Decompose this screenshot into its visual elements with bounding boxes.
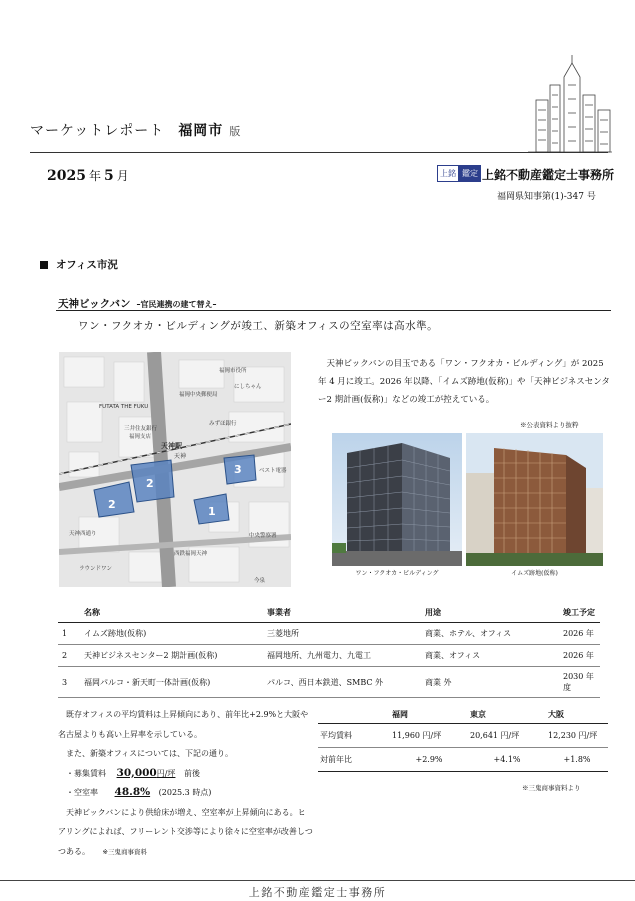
topic-title: 天神ビックバン	[58, 298, 131, 310]
rent-note: 前後	[183, 768, 200, 778]
analysis-rent-line	[58, 764, 313, 784]
report-title-text: マーケットレポート	[30, 123, 165, 139]
rent-comparison-table	[318, 706, 608, 772]
skyline-illustration	[528, 55, 612, 153]
table-row	[58, 623, 600, 645]
date-month: 5	[103, 168, 114, 184]
projects-header-completion: 竣工予定	[559, 603, 600, 623]
map-label-mizuho: みずほ銀行	[209, 421, 237, 427]
vacancy-value: 48.8%	[114, 786, 151, 798]
rent-header-row	[318, 706, 608, 724]
project-use: 商業 外	[421, 667, 559, 698]
rent-label: ・募集賃料	[66, 768, 106, 778]
project-use: 商業、ホテル、オフィス	[421, 623, 559, 645]
project-num: 1	[58, 623, 80, 645]
map-label-tenjin-station: 天神駅	[161, 442, 182, 450]
project-developer: 三菱地所	[263, 623, 421, 645]
analysis-p3	[58, 803, 313, 863]
logo-right-text: 鑑定	[459, 165, 481, 182]
area-map	[59, 352, 291, 587]
rent-value: 30,000	[116, 766, 157, 779]
square-bullet-icon	[40, 261, 48, 269]
date-month-unit: 月	[116, 169, 129, 183]
yoy-osaka: +1.8%	[546, 748, 608, 772]
map-label-imaizumi: 今泉	[254, 578, 266, 584]
footer-divider	[0, 880, 635, 881]
projects-header-developer: 事業者	[263, 603, 421, 623]
projects-header-use: 用途	[421, 603, 559, 623]
rent-osaka: 12,230 円/坪	[546, 724, 608, 748]
rent-source-note: ※三鬼商事資料より	[522, 784, 581, 792]
map-label-tenjin: 天神	[174, 453, 187, 460]
date-year: 2025	[47, 168, 86, 184]
map-label-nishidori: 天神西通り	[69, 531, 97, 537]
report-city: 福岡市	[178, 123, 224, 139]
map-marker-2a: 2	[108, 498, 116, 511]
yoy-row-label: 対前年比	[318, 748, 390, 772]
rent-header-tokyo: 東京	[468, 706, 546, 724]
project-num: 2	[58, 645, 80, 667]
map-label-nishichan: にしちゃん	[234, 384, 262, 390]
project-developer: パルコ、西日本鉄道、SMBC 外	[263, 667, 421, 698]
analysis-p2: また、新築オフィスについては、下記の通り。	[66, 749, 233, 758]
section-heading	[40, 257, 118, 272]
project-name: 福岡パルコ・新天町一体計画(仮称)	[80, 667, 263, 698]
projects-header-num	[58, 603, 80, 623]
vacancy-label: ・空室率	[66, 788, 98, 797]
rent-row-label: 平均賃料	[318, 724, 390, 748]
projects-header-row	[58, 603, 600, 623]
photo-one-fukuoka-building	[332, 433, 462, 566]
map-graphic	[59, 352, 291, 587]
project-completion: 2026 年	[559, 623, 600, 645]
map-label-cityhall: 福岡市役所	[219, 368, 247, 374]
table-row	[318, 724, 608, 748]
photo2-caption: イムズ跡地(仮称)	[511, 570, 558, 577]
table-row	[58, 667, 600, 698]
project-name: 天神ビジネスセンター2 期計画(仮称)	[80, 645, 263, 667]
project-use: 商業、オフィス	[421, 645, 559, 667]
rent-tokyo: 20,641 円/坪	[468, 724, 546, 748]
footer-firm-name: 上銘不動産鑑定士事務所	[248, 886, 387, 899]
projects-header-name: 名称	[80, 603, 263, 623]
topic-divider	[56, 310, 611, 311]
topic-paragraph: 天神ビックバンの目玉である「ワン・フクオカ・ビルディング」が 2025 年 4 月に竣工。2026 年以降、「イムズ跡地(仮称)」や「天神ビジネスセンター2 期計画(仮称)」などの竣工が控えている。	[318, 359, 610, 405]
rent-fukuoka: 11,960 円/坪	[390, 724, 468, 748]
yoy-tokyo: +4.1%	[468, 748, 546, 772]
rent-header-osaka: 大阪	[546, 706, 608, 724]
map-label-nishitetsu: 西鉄福岡天神	[174, 551, 208, 557]
analysis-text	[58, 705, 313, 862]
map-label-post: 福岡中央郵便局	[179, 392, 218, 398]
section-title: オフィス市況	[56, 259, 118, 271]
vacancy-note: (2025.3 時点)	[158, 788, 212, 797]
license-number: 福岡県知事第(1)-347 号	[497, 192, 596, 202]
date-year-unit: 年	[88, 169, 101, 183]
map-marker-2b: 2	[146, 477, 154, 490]
map-label-smbc: 三井住友銀行	[124, 426, 158, 432]
project-name: イムズ跡地(仮称)	[80, 623, 263, 645]
map-label-bestdenki: ベスト電器	[259, 468, 287, 474]
analysis-p1: 既存オフィスの平均賃料は上昇傾向にあり、前年比+2.9%と大阪や名古屋よりも高い上昇率を示している。	[58, 710, 309, 739]
map-label-police: 中央警察署	[249, 533, 277, 539]
topic-source-note: ※公表資料より抜粋	[520, 421, 579, 429]
analysis-p3-source: ※三鬼商事資料	[102, 847, 147, 856]
header-divider	[30, 152, 608, 153]
rent-unit: 円/坪	[156, 768, 176, 778]
map-label-round1: ラウンドワン	[79, 566, 113, 572]
rent-header-blank	[318, 706, 390, 724]
table-row	[58, 645, 600, 667]
projects-table	[58, 603, 600, 698]
project-completion: 2030 年度	[559, 667, 600, 698]
topic-lead: ワン・フクオカ・ビルディングが竣工、新築オフィスの空室率は高水準。	[78, 320, 439, 332]
photo1-caption: ワン・フクオカ・ビルディング	[355, 570, 439, 577]
rent-header-fukuoka: 福岡	[390, 706, 468, 724]
project-completion: 2026 年	[559, 645, 600, 667]
firm-logo	[437, 165, 481, 182]
topic-heading	[58, 296, 216, 311]
analysis-vacancy-line	[58, 783, 313, 803]
report-title	[30, 120, 241, 140]
topic-subtitle: –官民連携の建て替え–	[136, 299, 217, 309]
project-num: 3	[58, 667, 80, 698]
report-edition: 版	[229, 125, 242, 138]
project-developer: 福岡地所、九州電力、九電工	[263, 645, 421, 667]
logo-left-text: 上銘	[437, 165, 459, 182]
table-row	[318, 748, 608, 772]
firm-name: 上銘不動産鑑定士事務所	[482, 168, 615, 182]
yoy-fukuoka: +2.9%	[390, 748, 468, 772]
analysis-p3-text: 天神ビックバンにより供給床が増え、空室率が上昇傾向にある。ヒアリングによれば、フリーレント交渉等により徐々に空室率が改善しつつある。	[58, 807, 313, 856]
report-date	[47, 167, 132, 184]
map-label-futata: FUTATA THE FUKU	[99, 404, 149, 410]
map-label-branch: 福岡支店	[129, 434, 152, 440]
map-marker-1: 1	[208, 505, 216, 518]
map-marker-3: 3	[234, 463, 242, 476]
photo-ims-site	[466, 433, 603, 566]
